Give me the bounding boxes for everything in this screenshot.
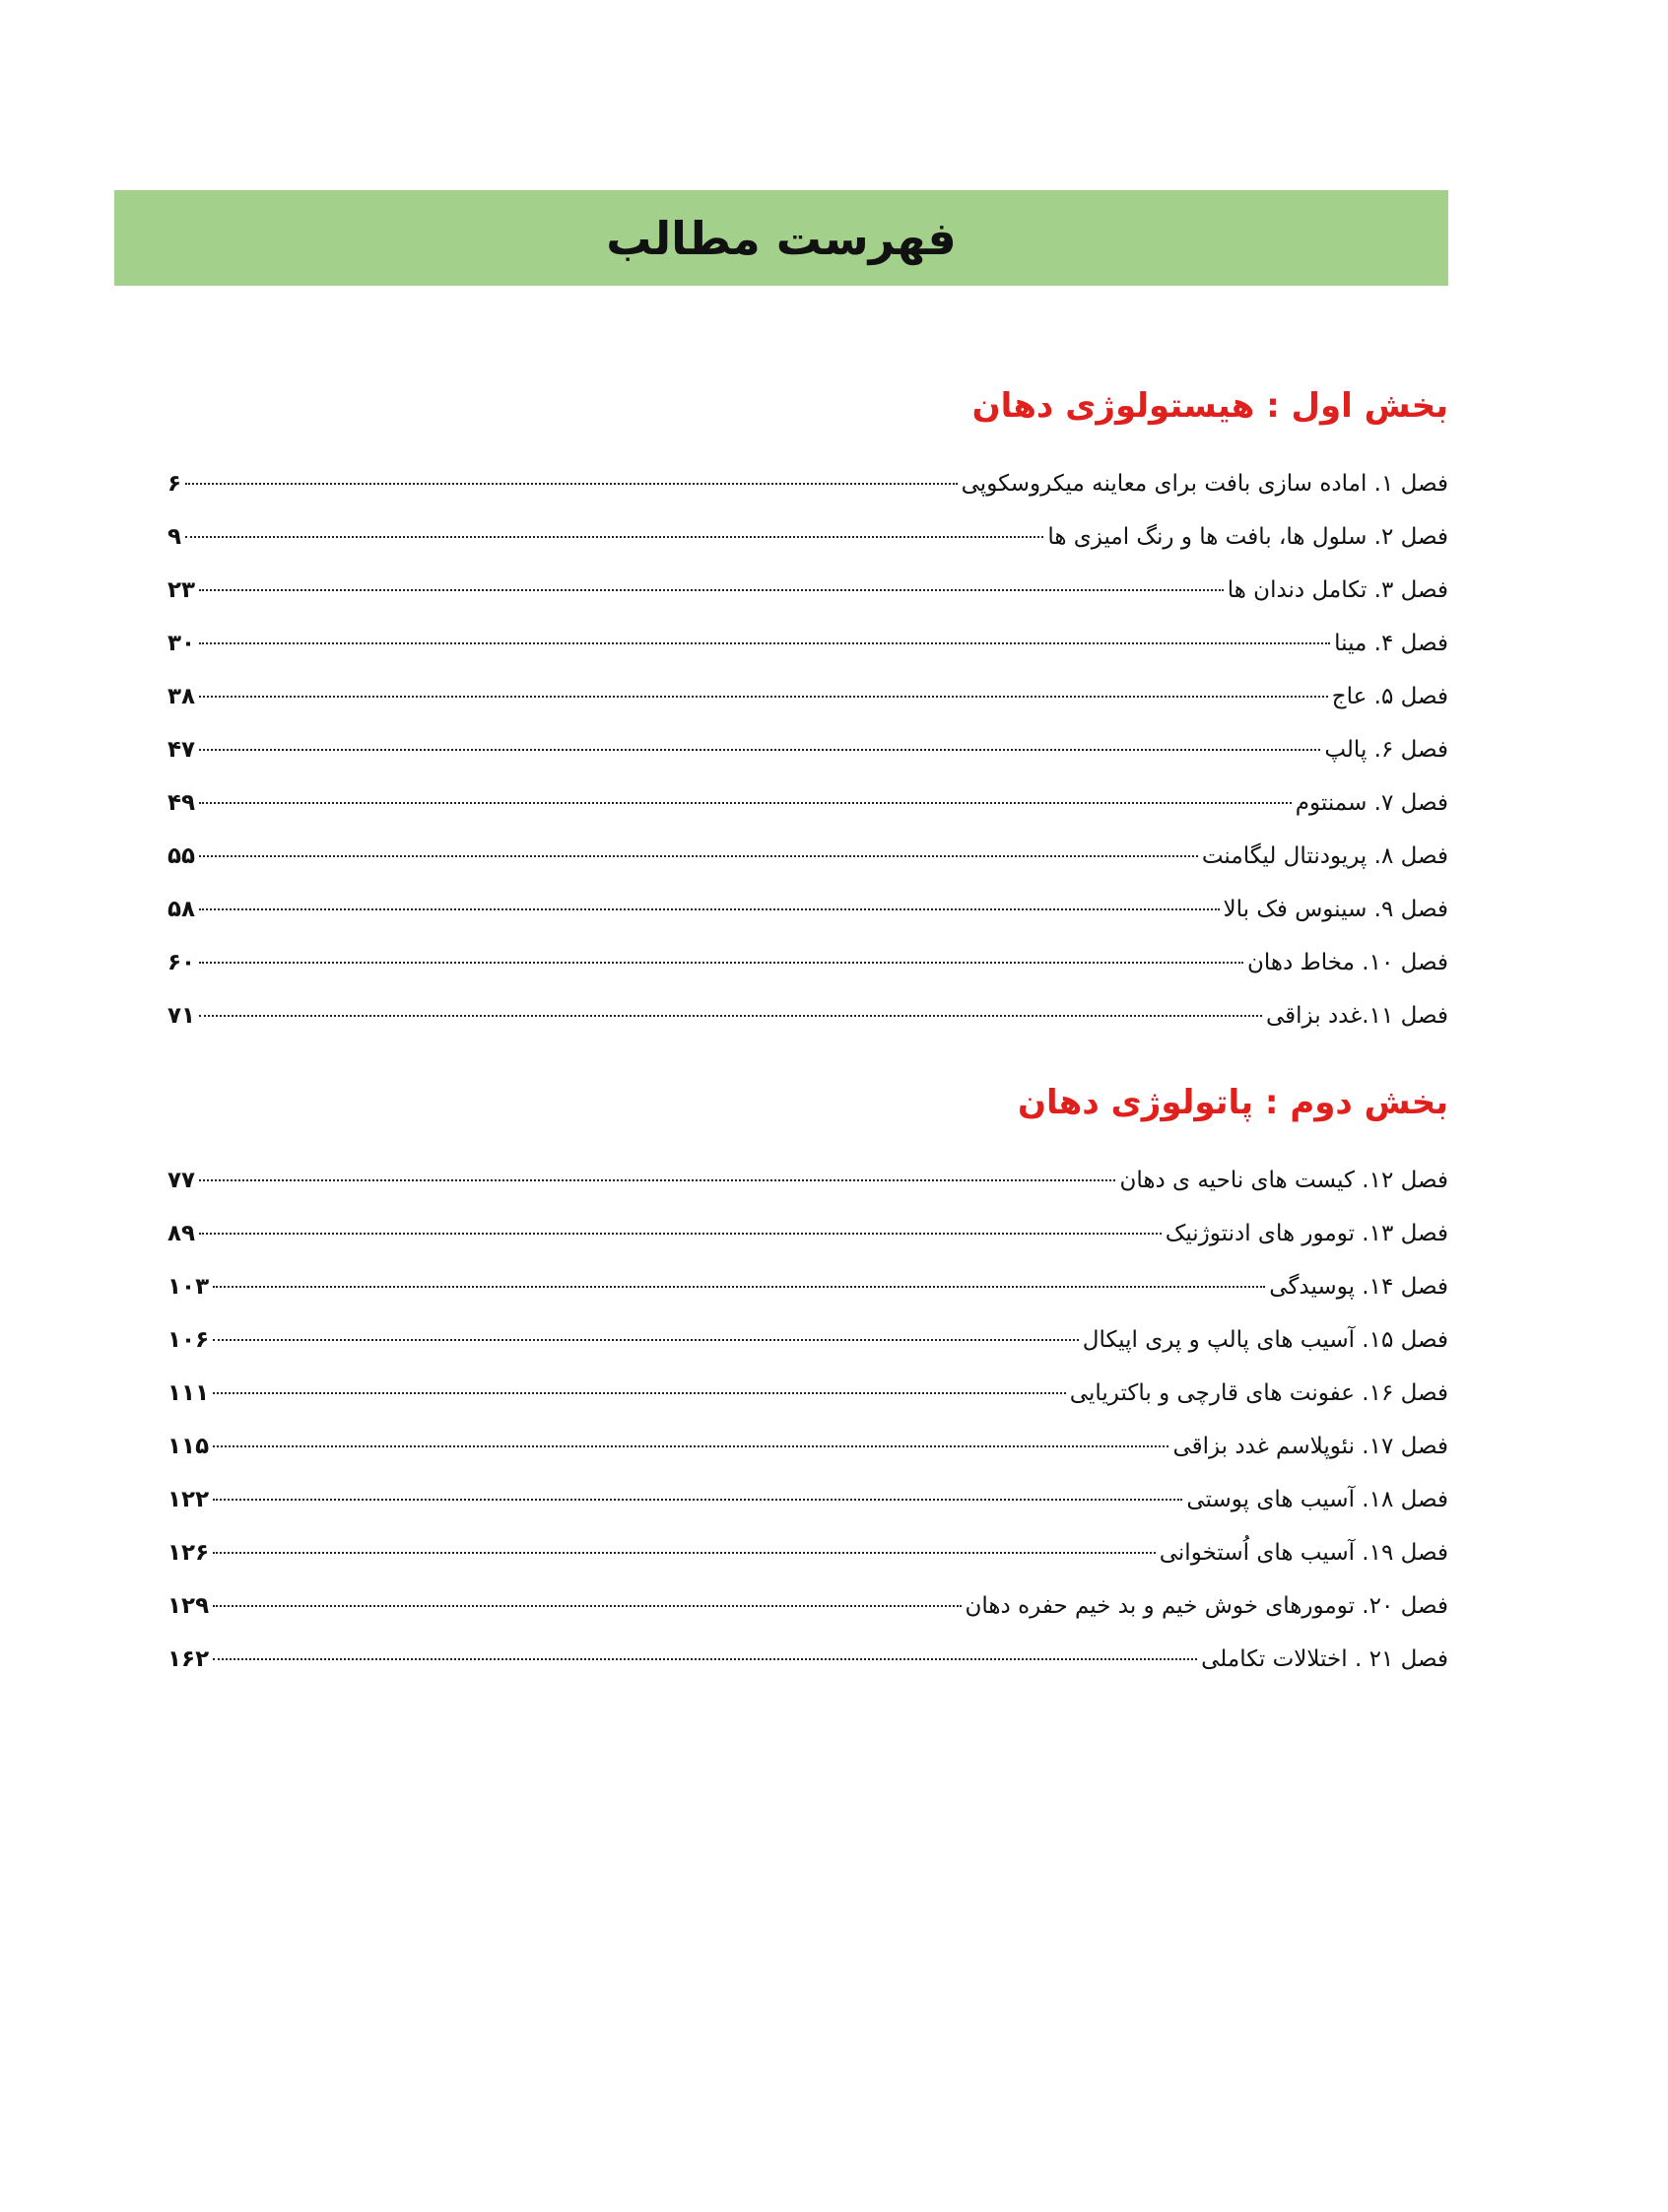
toc-entry-page: ۳۸ [167,684,196,709]
dot-leader [213,1499,1182,1501]
toc-entry[interactable] [167,564,1448,617]
section-heading: بخش دوم : پاتولوژی دهان [1017,1083,1448,1122]
toc-entry-label: فصل ۱۶. عفونت های قارچی و باکتریایی [1069,1380,1448,1406]
toc-entry[interactable] [167,723,1448,776]
toc-entry-label: فصل ۲۰. تومورهای خوش خیم و بد خیم حفره دهان [965,1593,1448,1619]
toc-entry-label: فصل ۱۹. آسیب های اُستخوانی [1159,1540,1448,1566]
toc-entry[interactable] [167,776,1448,830]
section-heading: بخش اول : هیستولوژی دهان [971,386,1448,426]
dot-leader [213,1445,1168,1447]
dot-leader [199,642,1330,644]
dot-leader [199,696,1328,698]
toc-entry-page: ۳۰ [167,631,196,656]
toc-entry-page: ۱۱۱ [167,1380,210,1406]
toc-entry[interactable] [167,989,1448,1042]
section-histology [167,380,1448,1042]
toc-entry[interactable] [167,1526,1448,1579]
toc-entry-label: فصل ۶. پالپ [1324,737,1448,763]
dot-leader [213,1392,1066,1394]
toc-entry-label: فصل ۵. عاج [1331,684,1448,709]
dot-leader [185,483,958,485]
dot-leader [199,855,1198,857]
toc-entry-label: فصل ۸. پریودنتال لیگامنت [1201,843,1448,869]
dot-leader [213,1658,1197,1660]
toc-entry-page: ۱۰۳ [167,1274,210,1300]
page-title: فهرست مطالب [606,211,957,265]
dot-leader [199,1233,1162,1235]
toc-entry-page: ۷۱ [167,1003,196,1029]
dot-leader [213,1552,1156,1554]
toc-entry-page: ۷۷ [167,1168,196,1193]
toc-entry[interactable] [167,1633,1448,1686]
toc-entry[interactable] [167,1260,1448,1313]
toc-entry[interactable] [167,1313,1448,1367]
toc-entry[interactable] [167,1473,1448,1526]
toc-entry-label: فصل ۹. سینوس فک بالا [1223,897,1448,922]
dot-leader [199,908,1219,910]
toc-entry-label: فصل ۱۲. کیست های ناحیه ی دهان [1119,1168,1448,1193]
dot-leader [213,1339,1079,1341]
toc-entry-label: فصل ۱۳. تومور های ادنتوژنیک [1165,1221,1448,1246]
dot-leader [185,536,1043,538]
toc-entry-label: فصل ۱. اماده سازی بافت برای معاینه میکروسکوپی [961,471,1448,497]
toc-entry[interactable] [167,617,1448,670]
title-banner [114,190,1448,286]
toc-entry-label: فصل ۱۴. پوسیدگی [1269,1274,1448,1300]
toc-entry-label: فصل ۳. تکامل دندان ها [1227,577,1448,603]
toc-entry-page: ۱۰۶ [167,1327,210,1353]
toc-entry-page: ۱۲۲ [167,1487,210,1512]
toc-list [167,457,1448,1042]
toc-entry-page: ۸۹ [167,1221,196,1246]
toc-entry[interactable] [167,883,1448,936]
toc-entry[interactable] [167,1154,1448,1207]
toc-entry-page: ۱۱۵ [167,1434,210,1459]
toc-entry[interactable] [167,936,1448,989]
toc-entry-label: فصل ۱۰. مخاط دهان [1246,950,1448,975]
dot-leader [213,1286,1265,1288]
toc-entry-label: فصل ۲۱ . اختلالات تکاملی [1201,1646,1448,1672]
toc-entry-label: فصل ۲. سلول ها، بافت ها و رنگ امیزی ها [1047,524,1448,550]
toc-list [167,1154,1448,1686]
toc-entry-label: فصل ۱۱.غدد بزاقی [1265,1003,1448,1029]
dot-leader [199,749,1320,751]
toc-entry-page: ۹ [167,524,182,550]
toc-entry-page: ۶۰ [167,950,196,975]
toc-entry[interactable] [167,1420,1448,1473]
toc-entry-page: ۵۸ [167,897,196,922]
toc-entry-label: فصل ۱۸. آسیب های پوستی [1186,1487,1448,1512]
toc-entry-label: فصل ۴. مینا [1334,631,1448,656]
toc-entry-page: ۲۳ [167,577,196,603]
toc-entry[interactable] [167,1207,1448,1260]
section-pathology [167,1077,1448,1686]
dot-leader [199,802,1292,804]
toc-entry-page: ۶ [167,471,182,497]
toc-entry[interactable] [167,830,1448,883]
toc-entry-page: ۴۹ [167,790,196,816]
toc-entry[interactable] [167,670,1448,723]
toc-entry-label: فصل ۱۵. آسیب های پالپ و پری اپیکال [1082,1327,1448,1353]
toc-entry-page: ۱۲۹ [167,1593,210,1619]
toc-entry-page: ۱۲۶ [167,1540,210,1566]
toc-entry-page: ۴۷ [167,737,196,763]
toc-entry-page: ۵۵ [167,843,196,869]
dot-leader [199,1179,1115,1181]
toc-entry-label: فصل ۷. سمنتوم [1295,790,1448,816]
dot-leader [213,1605,961,1607]
dot-leader [199,962,1243,964]
toc-entry-label: فصل ۱۷. نئوپلاسم غدد بزاقی [1172,1434,1448,1459]
toc-entry-page: ۱۶۲ [167,1646,210,1672]
dot-leader [199,1015,1262,1017]
toc-entry[interactable] [167,1367,1448,1420]
toc-entry[interactable] [167,510,1448,564]
toc-entry[interactable] [167,457,1448,510]
toc-entry[interactable] [167,1579,1448,1633]
dot-leader [199,589,1224,591]
